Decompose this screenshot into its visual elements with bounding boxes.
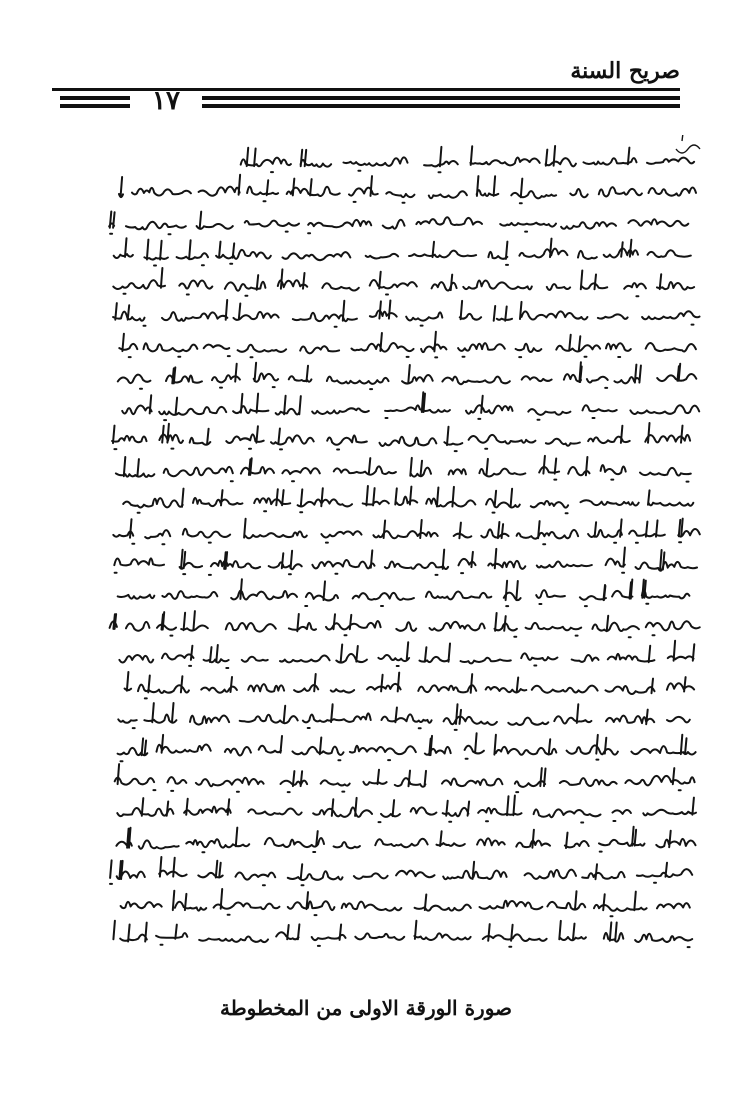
handwriting-stroke [109, 212, 688, 235]
header-rule-right [202, 96, 680, 100]
handwriting-stroke [118, 579, 690, 606]
manuscript-image [100, 135, 708, 980]
manuscript-line [115, 764, 695, 792]
manuscript-line [110, 857, 692, 885]
manuscript-line [118, 733, 696, 761]
handwriting-stroke [110, 857, 692, 885]
handwriting-stroke [121, 889, 690, 916]
header-rule-left [60, 96, 130, 100]
manuscript-line [114, 238, 691, 265]
manuscript-line [241, 146, 694, 172]
manuscript-line [109, 212, 688, 235]
manuscript-line [114, 548, 697, 575]
manuscript-line [113, 921, 692, 947]
handwriting-stroke [113, 300, 699, 327]
page-number: ١٧ [152, 86, 180, 116]
manuscript-line [110, 611, 700, 637]
handwriting-stroke [118, 703, 690, 730]
handwriting-stroke [115, 764, 695, 792]
figure-caption: صورة الورقة الاولى من المخطوطة [219, 996, 513, 1020]
manuscript-line [121, 889, 690, 916]
manuscript-line [113, 268, 694, 296]
manuscript-line [116, 827, 695, 852]
handwriting-stroke [119, 175, 696, 204]
handwriting-stroke [117, 796, 696, 823]
manuscript-line [119, 332, 696, 358]
handwriting-stroke [113, 519, 700, 545]
handwriting-stroke [123, 486, 693, 513]
book-title: صريح السنة [570, 58, 680, 84]
manuscript-line [125, 672, 695, 698]
handwriting-stroke [122, 392, 699, 420]
handwriting-stroke [118, 733, 696, 761]
manuscript-line [119, 641, 694, 668]
manuscript-line [122, 392, 699, 420]
manuscript-line [113, 519, 700, 545]
manuscript-handwriting [100, 135, 708, 980]
handwriting-stroke [112, 423, 690, 451]
handwriting-stroke [114, 548, 697, 575]
handwriting-stroke [110, 611, 700, 637]
handwriting-stroke [118, 362, 697, 389]
manuscript-line [112, 423, 690, 451]
handwriting-stroke [116, 827, 695, 852]
margin-scribble [676, 135, 700, 153]
handwriting-stroke [119, 332, 696, 358]
handwriting-stroke [113, 268, 694, 296]
manuscript-line [118, 362, 697, 389]
header-rule-right [202, 104, 680, 108]
manuscript-line [117, 796, 696, 823]
manuscript-line [113, 300, 699, 327]
handwriting-stroke [125, 672, 695, 698]
manuscript-line [118, 579, 690, 606]
header-rule-left [60, 104, 130, 108]
manuscript-line [119, 175, 696, 204]
handwriting-stroke [116, 456, 691, 482]
manuscript-line [123, 486, 693, 513]
manuscript-line [116, 456, 691, 482]
manuscript-line [118, 703, 690, 730]
running-header [52, 52, 680, 116]
handwriting-stroke [114, 238, 691, 265]
handwriting-stroke [119, 641, 694, 668]
handwriting-stroke [241, 146, 694, 172]
handwriting-stroke [113, 921, 692, 947]
